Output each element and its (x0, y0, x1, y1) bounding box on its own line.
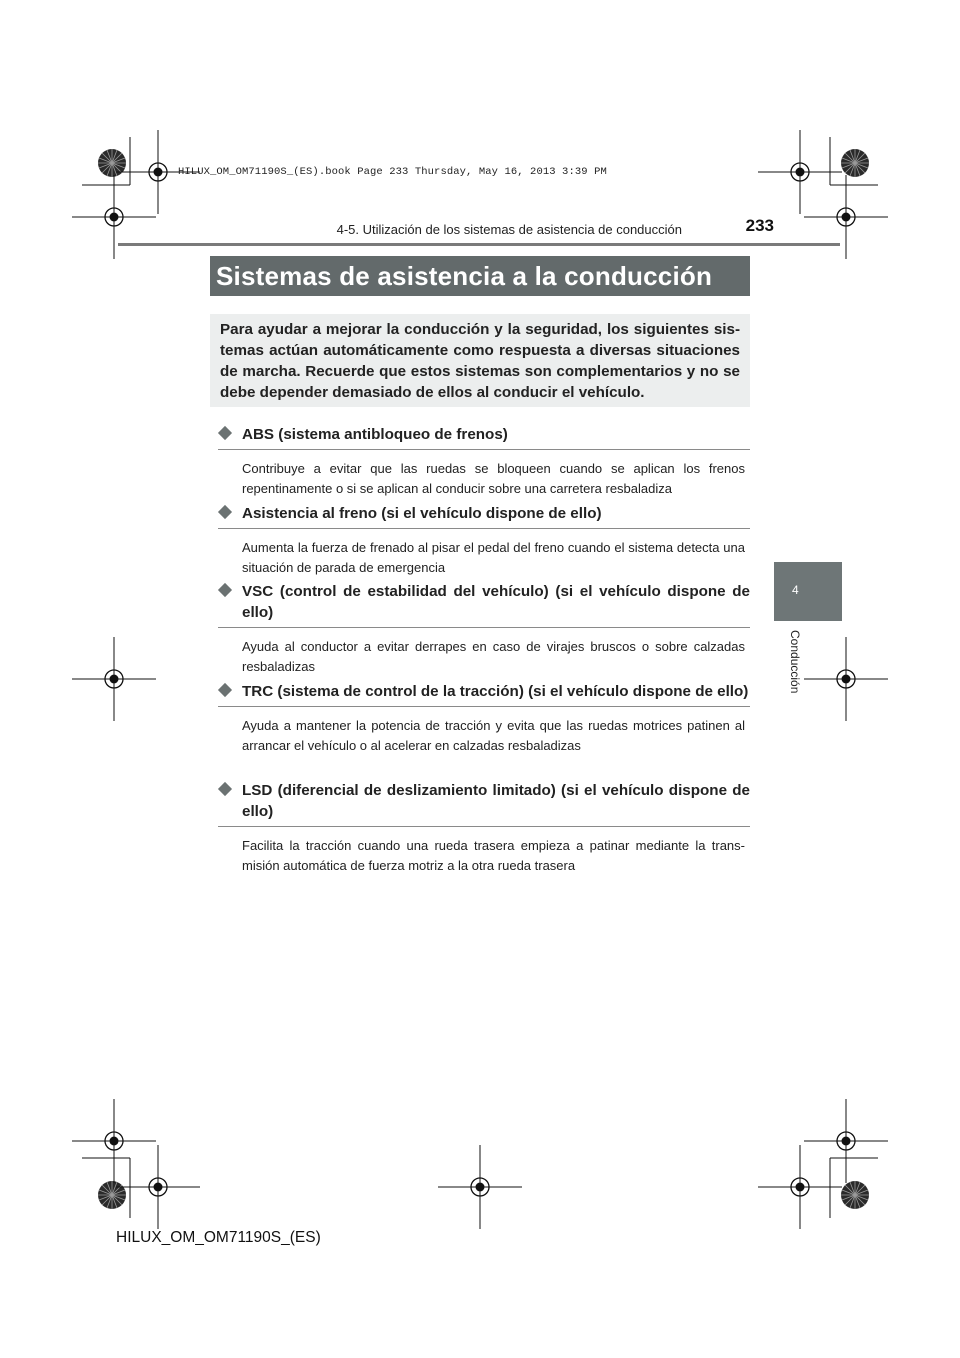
intro-box: Para ayudar a mejorar la conducción y la seguridad, los siguientes sis-temas actúan automáticamente como respuesta a diversas situaciones de marcha. Recuerde que estos sistemas son complementarios y no se debe depender demasiado de ellos al conducir el vehículo. (210, 314, 750, 407)
page-title: Sistemas de asistencia a la conducción (210, 256, 750, 296)
section-heading: Asistencia al freno (si el vehículo dispone de ello) (218, 503, 750, 524)
star-mark-top-right (841, 149, 869, 177)
diamond-bullet-icon (218, 583, 232, 597)
page-number: 233 (745, 216, 774, 235)
book-file-stamp: HILUX_OM_OM71190S_(ES).book Page 233 Thursday, May 16, 2013 3:39 PM (178, 166, 607, 178)
reg-mark (72, 1099, 156, 1183)
section-heading: LSD (diferencial de deslizamiento limitado) (si el vehículo dispone de ello) (218, 780, 750, 822)
section-body: Ayuda al conductor a evitar derrapes en caso de virajes bruscos o sobre calzadas resbaladizas (242, 639, 745, 674)
section-lsd (218, 780, 750, 876)
diamond-bullet-icon (218, 505, 232, 519)
section-body: Ayuda a mantener la potencia de tracción y evita que las ruedas motrices patinen al arrancar el vehículo o al acelerar en calzadas resbaladizas (242, 718, 745, 753)
section-body: Aumenta la fuerza de frenado al pisar el pedal del freno cuando el sistema detecta una situación de parada de emergencia (242, 540, 745, 575)
reg-mark (758, 1145, 842, 1229)
section-heading: VSC (control de estabilidad del vehículo) (si el vehículo dispone de ello) (218, 581, 750, 623)
running-header-section: 4-5. Utilización de los sistemas de asistencia de conducción (336, 222, 682, 237)
diamond-bullet-icon (218, 782, 232, 796)
star-mark-bottom-left (98, 1181, 126, 1209)
star-mark-top-left (98, 149, 126, 177)
section-rule (218, 627, 750, 628)
reg-mark (804, 175, 888, 259)
section-vsc (218, 581, 750, 677)
chapter-label: Conducción (788, 630, 802, 694)
diamond-bullet-icon (218, 683, 232, 697)
section-rule (218, 826, 750, 827)
section-brake-assist (218, 503, 750, 578)
reg-mark (72, 637, 156, 721)
section-body: Contribuye a evitar que las ruedas se bloqueen cuando se aplican los frenos repentinamente o si se aplican al conducir sobre una carretera resbaladiza (242, 461, 745, 496)
footer-manual-code: HILUX_OM_OM71190S_(ES) (116, 1229, 321, 1246)
chapter-number: 4 (792, 583, 799, 597)
reg-mark (804, 637, 888, 721)
section-heading: TRC (sistema de control de la tracción) (si el vehículo dispone de ello) (218, 681, 750, 702)
section-rule (218, 449, 750, 450)
reg-mark (758, 130, 842, 214)
section-heading: ABS (sistema antibloqueo de frenos) (218, 424, 750, 445)
chapter-tab (774, 562, 842, 621)
section-rule (218, 706, 750, 707)
star-mark-bottom-right (841, 1181, 869, 1209)
diamond-bullet-icon (218, 426, 232, 440)
section-rule (218, 528, 750, 529)
reg-mark (804, 1099, 888, 1183)
header-rule (118, 243, 840, 246)
section-body: Facilita la tracción cuando una rueda trasera empieza a patinar mediante la trans-misión automática de fuerza motriz a la otra rueda trasera (242, 838, 745, 873)
reg-mark (438, 1145, 522, 1229)
section-abs (218, 424, 750, 499)
reg-mark (72, 175, 156, 259)
section-trc (218, 681, 750, 756)
